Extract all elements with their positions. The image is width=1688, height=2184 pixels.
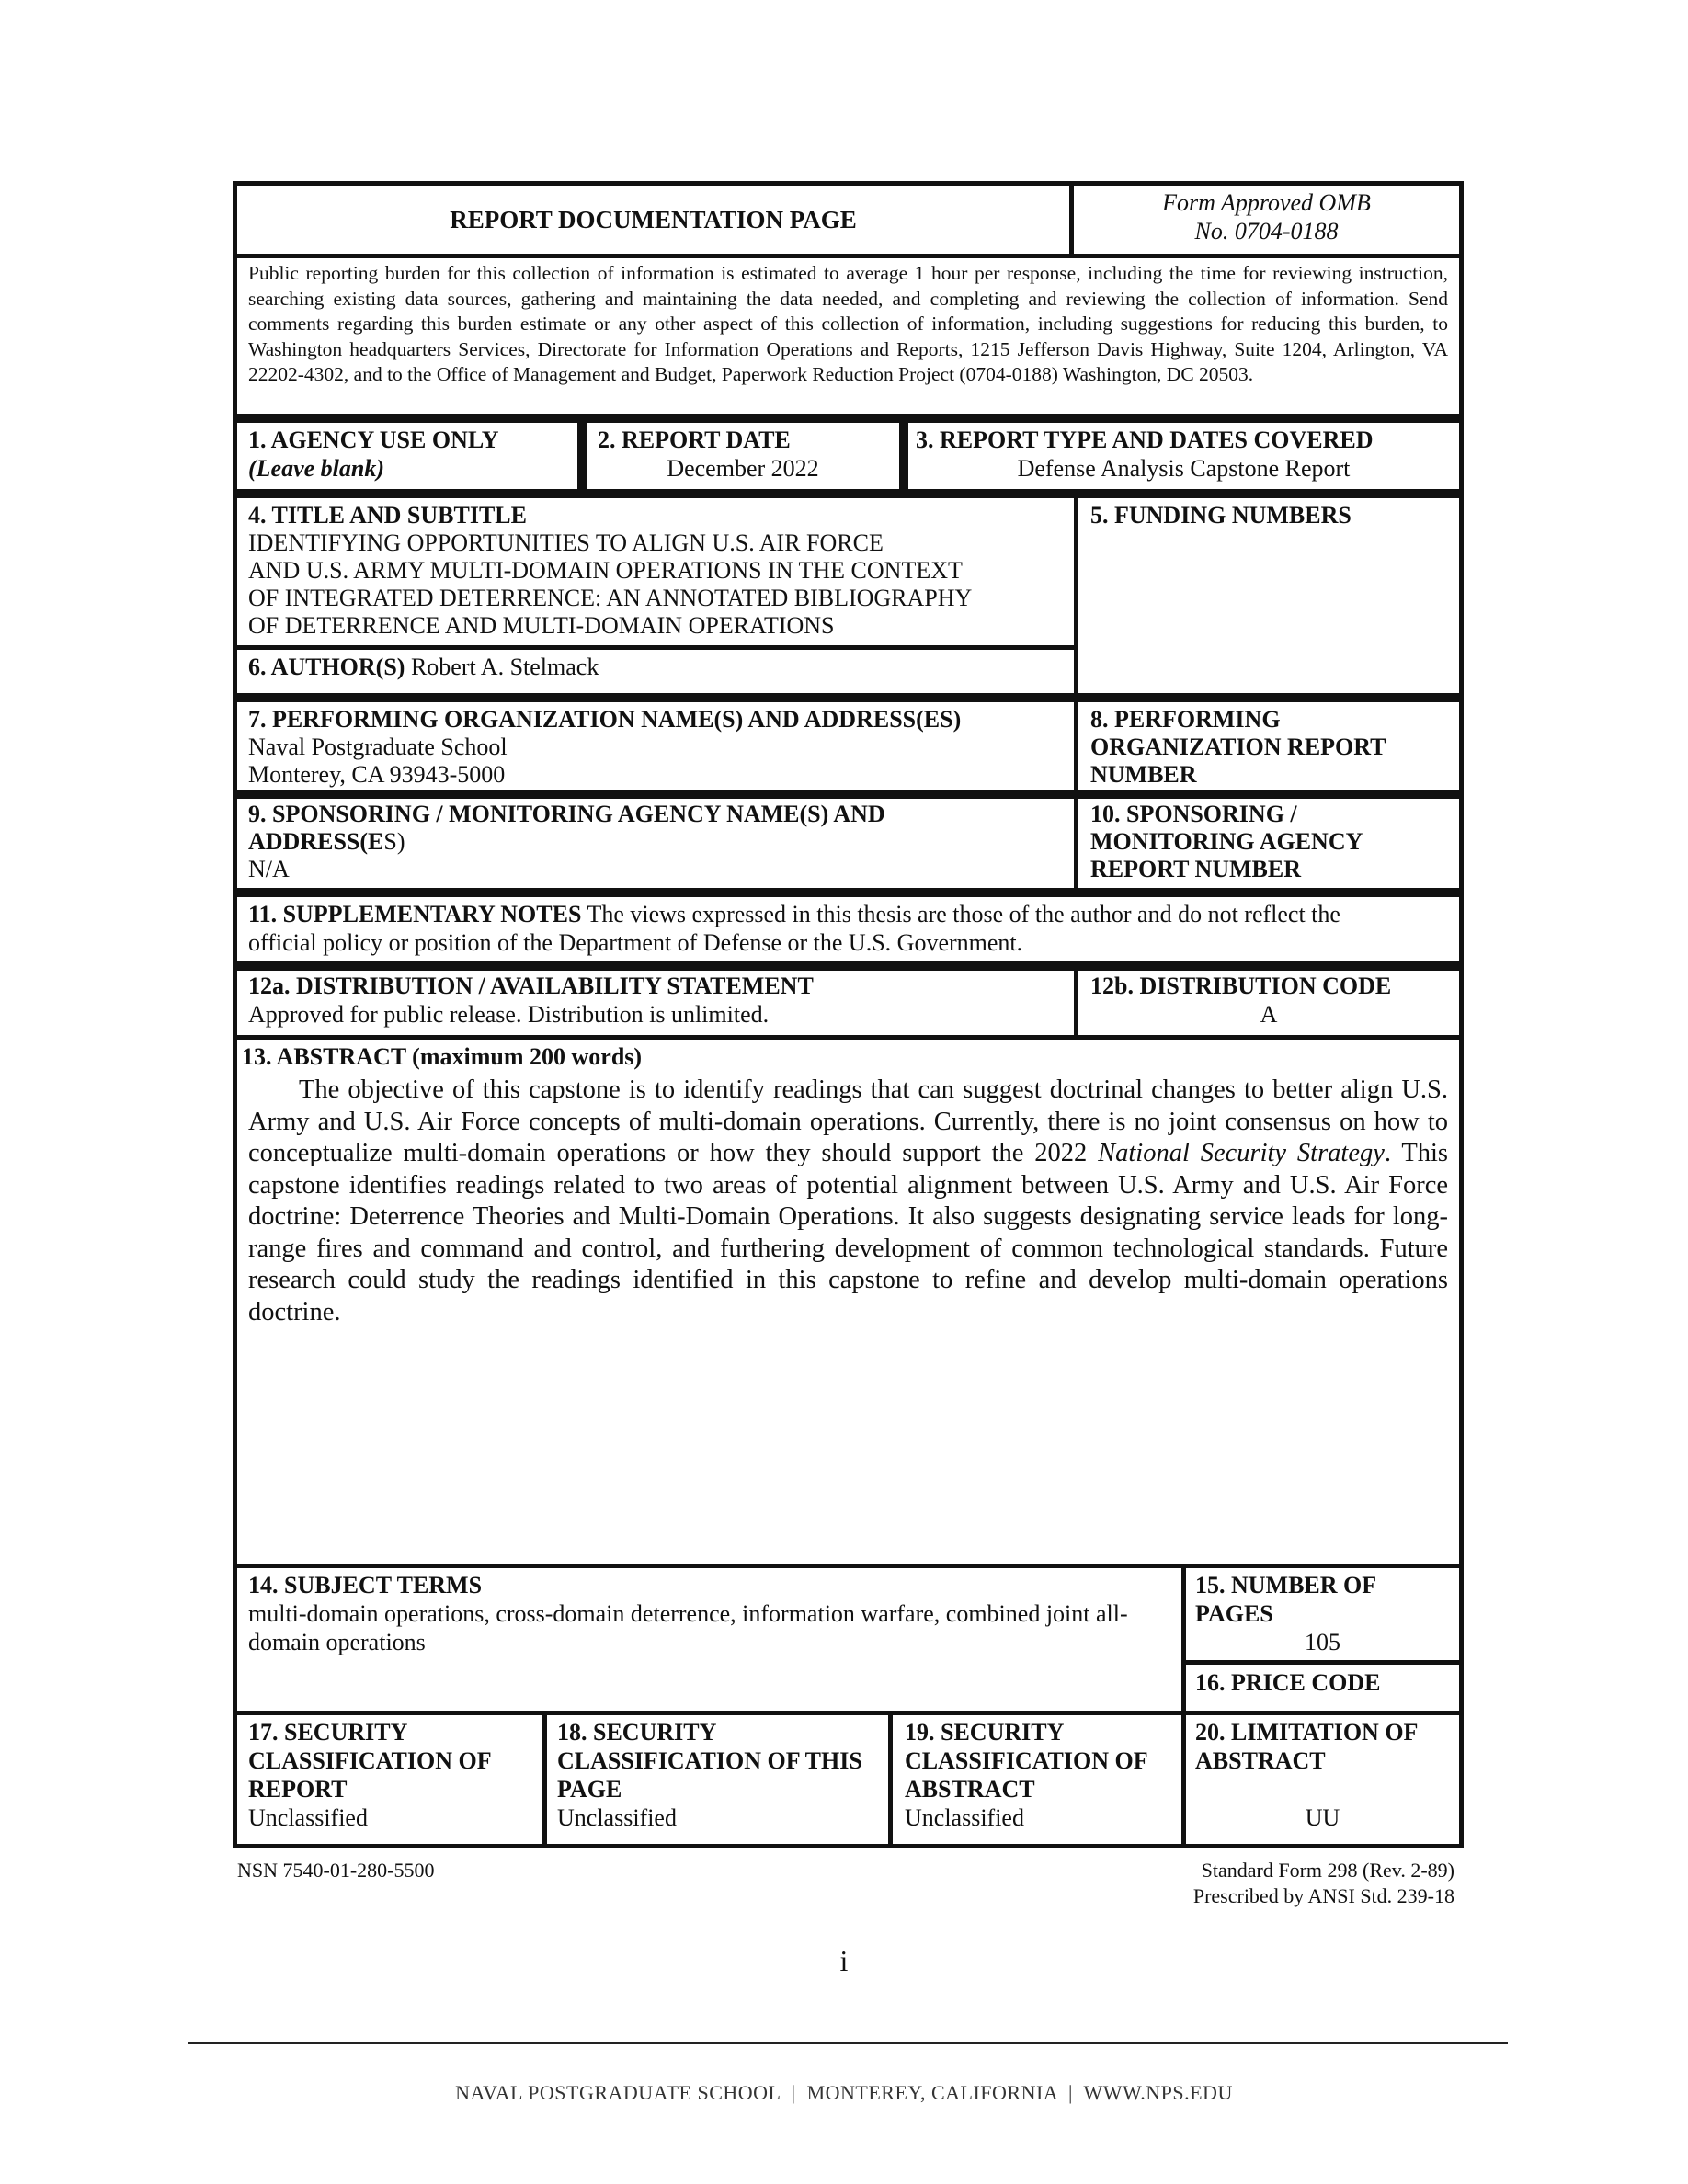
sponsoring-agency-label-line1: 9. SPONSORING / MONITORING AGENCY NAME(S) AND bbox=[248, 801, 885, 827]
agency-use-label: 1. AGENCY USE ONLY bbox=[248, 427, 499, 453]
title-label: 4. TITLE AND SUBTITLE bbox=[248, 502, 527, 529]
title-line-2: AND U.S. ARMY MULTI-DOMAIN OPERATIONS IN THE CONTEXT bbox=[248, 557, 963, 584]
distribution-label: 12a. DISTRIBUTION / AVAILABILITY STATEMENT bbox=[248, 973, 814, 999]
subject-terms-line2: domain operations bbox=[248, 1629, 426, 1655]
sec-abstract-line3: ABSTRACT bbox=[905, 1776, 1035, 1803]
performing-report-line1: 8. PERFORMING bbox=[1090, 706, 1281, 733]
limitation-line2: ABSTRACT bbox=[1195, 1747, 1326, 1774]
sec-page-value: Unclassified bbox=[557, 1804, 677, 1831]
performing-org-label: 7. PERFORMING ORGANIZATION NAME(S) AND ADDRESS(ES) bbox=[248, 706, 962, 733]
report-date-label: 2. REPORT DATE bbox=[598, 427, 791, 453]
report-type-label: 3. REPORT TYPE AND DATES COVERED bbox=[916, 427, 1374, 453]
sec-abstract-line1: 19. SECURITY bbox=[905, 1719, 1065, 1746]
sponsoring-agency-value: N/A bbox=[248, 856, 290, 882]
prescribed-by: Prescribed by ANSI Std. 239-18 bbox=[1192, 1884, 1454, 1907]
title-line-4: OF DETERRENCE AND MULTI-DOMAIN OPERATIONS bbox=[248, 612, 835, 639]
sec-page-line2: CLASSIFICATION OF THIS bbox=[557, 1747, 862, 1774]
abstract-text-part2: . This capstone identifies readings related to two areas of potential alignment between U.S. Army and U.S. Air Force doctrine: Deterrence Theories and Multi-Domain Operations. It also suggests designating service leads for long-range fires and command and control, and furthering development of common technological standards. Future research could study the readings identified in this capstone to refine and develop multi-domain operations doctrine. bbox=[248, 1139, 1449, 1326]
abstract-text-italic: National Security Strategy bbox=[1098, 1139, 1385, 1167]
limitation-line1: 20. LIMITATION OF bbox=[1195, 1719, 1419, 1746]
number-of-pages-line2: PAGES bbox=[1195, 1600, 1273, 1627]
title-line-3: OF INTEGRATED DETERRENCE: AN ANNOTATED BIBLIOGRAPHY bbox=[248, 585, 973, 611]
supplementary-line1 bbox=[248, 900, 1448, 928]
sec-report-line2: CLASSIFICATION OF bbox=[248, 1747, 492, 1774]
supplementary-text-2: official policy or position of the Department of Defense or the U.S. Government. bbox=[248, 929, 1023, 956]
authors-row bbox=[248, 653, 599, 681]
title-line-1: IDENTIFYING OPPORTUNITIES TO ALIGN U.S. AIR FORCE bbox=[248, 529, 884, 556]
agency-use-value: (Leave blank) bbox=[248, 455, 385, 482]
subject-terms-label: 14. SUBJECT TERMS bbox=[248, 1572, 483, 1598]
report-type-value: Defense Analysis Capstone Report bbox=[1017, 455, 1351, 482]
distribution-code-label: 12b. DISTRIBUTION CODE bbox=[1090, 973, 1392, 999]
authors-label: 6. AUTHOR(S) bbox=[248, 654, 405, 680]
subject-terms-line1: multi-domain operations, cross-domain deterrence, information warfare, combined joint all- bbox=[248, 1600, 1128, 1627]
burden-statement: Public reporting burden for this collection of information is estimated to average 1 hour per response, including the time for reviewing instruction, searching existing data sources, gathering and maintaining the data needed, and completing and reviewing the collection of information. Send comments regarding this burden estimate or any other aspect of this collection of information, including suggestions for reducing this burden, to Washington headquarters Services, Directorate for Information Operations and Reports, 1215 Jefferson Davis Highway, Suite 1204, Arlington, VA 22202-4302, and to the Office of Management and Budget, Paperwork Reduction Project (0704-0188) Washington, DC 20503. bbox=[248, 262, 1448, 385]
sec-page-line1: 18. SECURITY bbox=[557, 1719, 717, 1746]
performing-report-line2: ORGANIZATION REPORT bbox=[1090, 734, 1386, 760]
sponsoring-report-line3: REPORT NUMBER bbox=[1090, 856, 1302, 882]
number-of-pages-value: 105 bbox=[1305, 1629, 1340, 1655]
page-footer: NAVAL POSTGRADUATE SCHOOL | MONTEREY, CALIFORNIA | WWW.NPS.EDU bbox=[455, 2081, 1233, 2104]
funding-label: 5. FUNDING NUMBERS bbox=[1090, 502, 1352, 529]
performing-org-line1: Naval Postgraduate School bbox=[248, 734, 508, 760]
sec-report-value: Unclassified bbox=[248, 1804, 368, 1831]
supplementary-label: 11. SUPPLEMENTARY NOTES bbox=[248, 901, 582, 927]
limitation-value: UU bbox=[1305, 1804, 1340, 1831]
sec-page-line3: PAGE bbox=[557, 1776, 622, 1803]
page-number: i bbox=[839, 1944, 849, 1977]
sponsoring-agency-label-line2 bbox=[248, 827, 405, 856]
supplementary-text-1: The views expressed in this thesis are those of the author and do not reflect the bbox=[587, 901, 1340, 927]
nsn-number: NSN 7540-01-280-5500 bbox=[237, 1859, 435, 1882]
abstract-label: 13. ABSTRACT (maximum 200 words) bbox=[242, 1043, 643, 1070]
sec-abstract-line2: CLASSIFICATION OF bbox=[905, 1747, 1148, 1774]
sec-report-line1: 17. SECURITY bbox=[248, 1719, 408, 1746]
sponsoring-agency-label-line2a: ADDRESS(E bbox=[248, 828, 384, 855]
standard-form: Standard Form 298 (Rev. 2-89) bbox=[1201, 1859, 1454, 1882]
sec-report-line3: REPORT bbox=[248, 1776, 348, 1803]
sponsoring-report-line2: MONITORING AGENCY bbox=[1090, 828, 1363, 855]
sponsoring-report-line1: 10. SPONSORING / bbox=[1090, 801, 1297, 827]
performing-report-line3: NUMBER bbox=[1090, 761, 1197, 788]
distribution-value: Approved for public release. Distribution is unlimited. bbox=[248, 1001, 770, 1028]
report-date-value: December 2022 bbox=[667, 455, 819, 482]
sec-abstract-value: Unclassified bbox=[905, 1804, 1024, 1831]
abstract-text bbox=[248, 1075, 1448, 1328]
number-of-pages-line1: 15. NUMBER OF bbox=[1195, 1572, 1377, 1598]
price-code-label: 16. PRICE CODE bbox=[1195, 1669, 1381, 1696]
authors-value: Robert A. Stelmack bbox=[410, 654, 599, 680]
form-title: REPORT DOCUMENTATION PAGE bbox=[450, 206, 857, 233]
form-approved-line2: No. 0704-0188 bbox=[1194, 218, 1339, 245]
form-approved-line1: Form Approved OMB bbox=[1162, 189, 1371, 216]
distribution-code-value: A bbox=[1260, 1001, 1278, 1028]
abstract-text-part1: The objective of this capstone is to identify readings that can suggest doctrinal changes to better align U.S. Army and U.S. Air Force concepts of multi-domain operations. Currently, there is no joint consensus on how to conceptualize multi-domain operations or how they should support the 2022 bbox=[248, 1075, 1448, 1167]
sponsoring-agency-label-line2b: S) bbox=[383, 828, 405, 855]
footer-divider bbox=[188, 2042, 1508, 2044]
performing-org-line2: Monterey, CA 93943-5000 bbox=[248, 761, 506, 788]
